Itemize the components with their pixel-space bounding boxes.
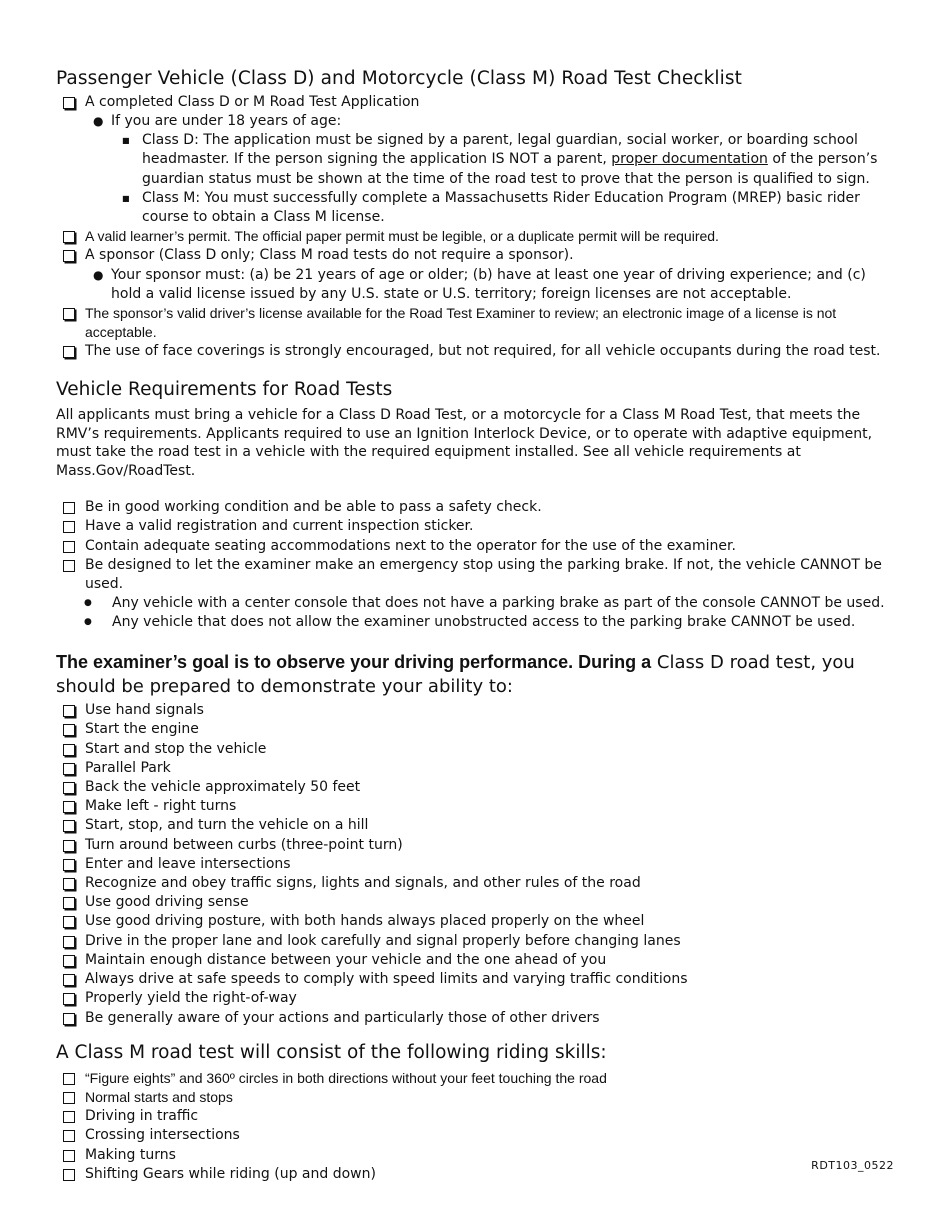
- classd-skill: [56, 989, 896, 1008]
- classd-skill: [56, 855, 896, 874]
- classd-skill: [56, 912, 896, 931]
- classm-skill: [56, 1146, 896, 1165]
- classd-skill-text: Properly yield the right-of-way: [85, 990, 297, 1007]
- vehicle-title: Vehicle Requirements for Road Tests: [56, 379, 393, 401]
- classd-skill-text: Start and stop the vehicle: [85, 740, 267, 757]
- checkbox-icon[interactable]: [63, 993, 75, 1005]
- checklist-item-application: [56, 93, 896, 112]
- vehicle-requirements-list: [56, 498, 896, 594]
- classm-skill-text: Normal starts and stops: [85, 1088, 233, 1105]
- classd-skill-text: Use hand signals: [85, 702, 204, 719]
- checklist-item-text: A completed Class D or M Road Test Application: [85, 94, 420, 110]
- classd-skill-text: Recognize and obey traffic signs, lights and signals, and other rules of the road: [85, 875, 641, 892]
- checkbox-icon[interactable]: [63, 1169, 75, 1181]
- checkbox-icon[interactable]: [63, 782, 75, 794]
- classm-requirement: [120, 189, 896, 227]
- classm-skill: [56, 1069, 896, 1088]
- checkbox-icon[interactable]: [63, 859, 75, 871]
- goal-bold: The examiner’s goal is to observe your driving performance. During a: [56, 652, 652, 673]
- classd-requirement: [120, 131, 896, 189]
- classm-skill: [56, 1107, 896, 1126]
- classm-title: A Class M road test will consist of the following riding skills:: [56, 1041, 607, 1063]
- checklist-item-text: A valid learner’s permit. The official paper permit must be legible, or a duplicate permit will be required.: [85, 228, 719, 245]
- classd-skill: [56, 893, 896, 912]
- classd-skill-text: Use good driving posture, with both hands always placed properly on the wheel: [85, 913, 645, 930]
- checklist-item-permit: [56, 227, 896, 246]
- classd-skill-text: Parallel Park: [85, 759, 171, 776]
- sponsor-text: Your sponsor must: (a) be 21 years of age or older; (b) have at least one year of driving experience; and (c) hold a valid license issued by any U.S. state or U.S. territory; foreign licenses are not acceptable.: [111, 266, 866, 302]
- classd-goal: [56, 650, 896, 699]
- classm-text: Class M: You must successfully complete a Massachusetts Rider Education Program (MREP) basic rider course to obtain a Class M license.: [142, 189, 860, 226]
- checkbox-icon[interactable]: [63, 1013, 75, 1025]
- checkbox-icon[interactable]: [63, 974, 75, 986]
- checkbox-icon[interactable]: [63, 916, 75, 928]
- classd-skill: [56, 740, 896, 759]
- checkbox-icon[interactable]: [63, 840, 75, 852]
- checklist-item-text: The sponsor’s valid driver’s license available for the Road Test Examiner to review; an electronic image of a license is not acceptable.: [85, 304, 837, 340]
- classd-skill: [56, 701, 896, 720]
- checkbox-icon[interactable]: [63, 521, 75, 533]
- checkbox-icon[interactable]: [63, 346, 75, 358]
- vehicle-intro: All applicants must bring a vehicle for a Class D Road Test, or a motorcycle for a Class M Road Test, that meets the RMV’s requirements. Applicants required to use an Ignition Interlock Device, or to operate with adaptive equipment, must take the road test in a vehicle with the required equipment installed. See all vehicle requirements at Mass.Gov/RoadTest.: [56, 407, 873, 479]
- sponsor-bullet: [93, 266, 896, 304]
- classm-skill-text: Shifting Gears while riding (up and down): [85, 1165, 376, 1182]
- checkbox-icon[interactable]: [63, 820, 75, 832]
- classd-skill-text: Enter and leave intersections: [85, 855, 291, 872]
- bullet-icon: ●: [93, 114, 104, 129]
- vehicle-bullets-list: [56, 594, 896, 632]
- classm-skill-text: “Figure eights” and 360º circles in both directions without your feet touching the road: [85, 1069, 607, 1086]
- checkbox-icon[interactable]: [63, 1150, 75, 1162]
- checkbox-icon[interactable]: [63, 1130, 75, 1142]
- classd-skill: [56, 970, 896, 989]
- checkbox-icon[interactable]: [63, 1111, 75, 1123]
- classm-skill-text: Driving in traffic: [85, 1108, 199, 1125]
- bullet-icon: ●: [84, 598, 92, 609]
- classd-skill-text: Be generally aware of your actions and particularly those of other drivers: [85, 1009, 600, 1026]
- vehicle-requirement-text: Be in good working condition and be able to pass a safety check.: [85, 499, 542, 516]
- checklist-item-face-coverings: [56, 342, 896, 361]
- classm-skill-text: Crossing intersections: [85, 1127, 240, 1144]
- proper-documentation-link[interactable]: proper documentation: [611, 151, 768, 168]
- vehicle-requirement: [56, 498, 896, 517]
- checklist-title: Passenger Vehicle (Class D) and Motorcycle (Class M) Road Test Checklist: [56, 68, 742, 89]
- checklist-item-text: The use of face coverings is strongly encouraged, but not required, for all vehicle occupants during the road test.: [85, 343, 881, 360]
- checkbox-icon[interactable]: [63, 502, 75, 514]
- classd-skill-text: Turn around between curbs (three-point turn): [85, 836, 403, 853]
- vehicle-requirement-text: Have a valid registration and current inspection sticker.: [85, 518, 474, 535]
- checkbox-icon[interactable]: [63, 801, 75, 813]
- classd-skill: [56, 816, 896, 835]
- classd-skill-text: Start the engine: [85, 721, 199, 738]
- classd-skill: [56, 720, 896, 739]
- vehicle-requirement-text: Be designed to let the examiner make an emergency stop using the parking brake. If not, the vehicle CANNOT be used.: [85, 556, 882, 593]
- classd-skill: [56, 836, 896, 855]
- checklist-item-text: A sponsor (Class D only; Class M road tests do not require a sponsor).: [85, 247, 574, 264]
- checkbox-icon[interactable]: [63, 955, 75, 967]
- vehicle-bullet-text: Any vehicle that does not allow the examiner unobstructed access to the parking brake CANNOT be used.: [112, 614, 856, 631]
- classd-skills-list: [56, 701, 896, 1027]
- document-page: [56, 68, 896, 1184]
- checklist-item-license: [56, 304, 896, 342]
- checkbox-icon[interactable]: [63, 763, 75, 775]
- classm-skill: [56, 1088, 896, 1107]
- checkbox-icon[interactable]: [63, 97, 75, 109]
- classd-skill: [56, 797, 896, 816]
- classd-skill: [56, 874, 896, 893]
- classm-skill: [56, 1165, 896, 1184]
- vehicle-bullet: [84, 594, 896, 613]
- checkbox-icon[interactable]: [63, 744, 75, 756]
- goal-rest: Class D road test, you should be prepared to demonstrate your ability to:: [56, 652, 855, 698]
- classd-skill: [56, 778, 896, 797]
- classd-skill-text: Back the vehicle approximately 50 feet: [85, 779, 361, 796]
- vehicle-requirement: [56, 517, 896, 536]
- vehicle-requirement: [56, 537, 896, 556]
- bullet-icon: ●: [93, 267, 104, 282]
- classd-skill: [56, 951, 896, 970]
- classd-skill-text: Start, stop, and turn the vehicle on a hill: [85, 817, 369, 834]
- classd-skill: [56, 759, 896, 778]
- square-bullet-icon: ■: [122, 136, 130, 146]
- vehicle-bullet: [84, 613, 896, 632]
- checkbox-icon[interactable]: [63, 897, 75, 909]
- checkbox-icon[interactable]: [63, 1073, 75, 1085]
- classd-text-pre: Class D: The application must be signed by a parent, legal guardian, social worker, or boarding school headmaster. If the person signing the application IS NOT a parent,: [142, 132, 858, 168]
- classd-skill-text: Use good driving sense: [85, 894, 249, 911]
- vehicle-requirement: [56, 556, 896, 594]
- classd-skill: [56, 1009, 896, 1028]
- classd-text-post: of the person’s guardian status must be shown at the time of the road test to prove that the person is qualified to sign.: [142, 151, 878, 187]
- checkbox-icon[interactable]: [63, 1092, 75, 1104]
- square-bullet-icon: ■: [122, 193, 130, 203]
- checkbox-icon[interactable]: [63, 308, 75, 320]
- classd-skill-text: Drive in the proper lane and look carefully and signal properly before changing lanes: [85, 932, 681, 949]
- under18-bullet: [93, 112, 896, 131]
- checkbox-icon[interactable]: [63, 936, 75, 948]
- classm-skill: [56, 1126, 896, 1145]
- checkbox-icon[interactable]: [63, 250, 75, 262]
- checkbox-icon[interactable]: [63, 878, 75, 890]
- vehicle-requirement-text: Contain adequate seating accommodations next to the operator for the use of the examiner.: [85, 537, 736, 554]
- checkbox-icon[interactable]: [63, 724, 75, 736]
- classd-skill-text: Always drive at safe speeds to comply with speed limits and varying traffic conditions: [85, 971, 688, 988]
- vehicle-bullet-text: Any vehicle with a center console that does not have a parking brake as part of the console CANNOT be used.: [112, 595, 885, 612]
- classm-skill-text: Making turns: [85, 1146, 176, 1163]
- under18-text: If you are under 18 years of age:: [111, 113, 342, 130]
- checkbox-icon[interactable]: [63, 231, 75, 243]
- classd-skill-text: Maintain enough distance between your vehicle and the one ahead of you: [85, 951, 607, 968]
- classd-skill-text: Make left - right turns: [85, 798, 237, 815]
- checkbox-icon[interactable]: [63, 705, 75, 717]
- form-code: RDT103_0522: [811, 1159, 894, 1172]
- checkbox-icon[interactable]: [63, 541, 75, 553]
- checkbox-icon[interactable]: [63, 560, 75, 572]
- classm-skills-list: [56, 1069, 896, 1184]
- checklist-item-sponsor: [56, 246, 896, 265]
- bullet-icon: ●: [84, 617, 92, 628]
- classd-skill: [56, 932, 896, 951]
